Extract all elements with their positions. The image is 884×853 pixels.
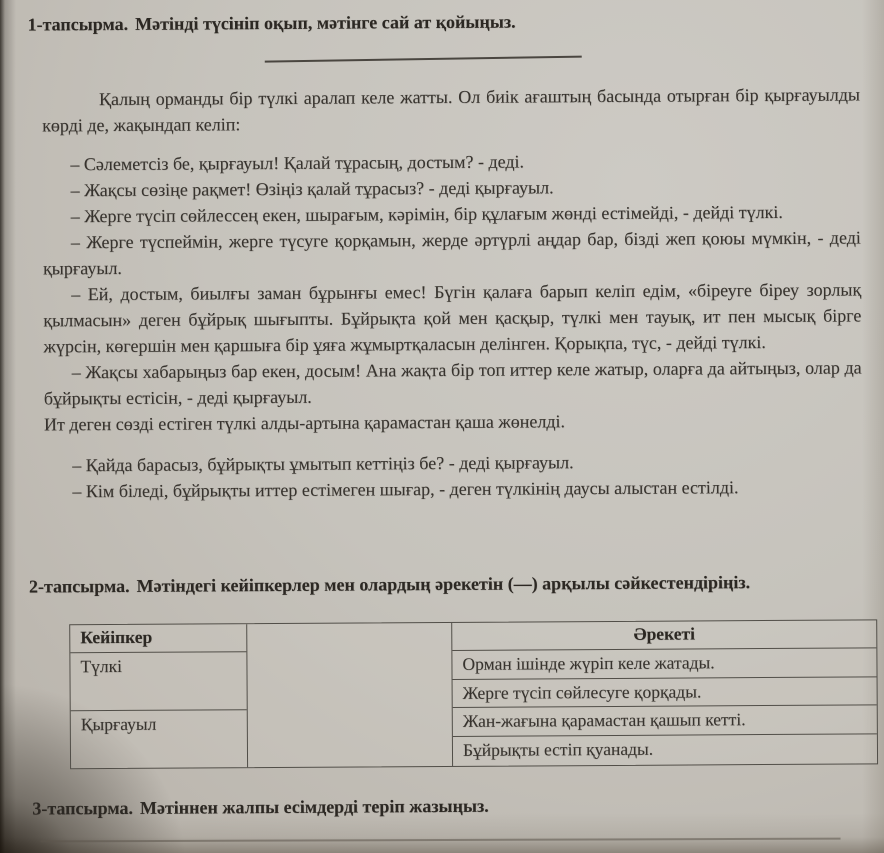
story-text (42, 81, 863, 504)
table-header-character: Кейіпкер (70, 624, 246, 653)
table-cell-character-fox: Түлкі (70, 652, 246, 711)
task1-instruction: Мәтінді түсініп оқып, мәтінге сай ат қойыңыз. (135, 11, 516, 34)
table-cell-action-3: Жан-жағына қарамастан қашып кетті. (453, 706, 877, 737)
dialogue-line-7: – Қайда барасыз, бұйрықты ұмытып кеттіңіз бе? - деді қырғауыл. (72, 452, 574, 476)
dialogue-line-8: – Кім біледі, бұйрықты иттер естімеген шығар, - деген түлкінің даусы алыстан естілді. (72, 477, 739, 502)
dialogue-line-3: – Жерге түсіп сөйлессең екен, шырағым, кәрімін, бір құлағым жөнді естімейді, - дейді түлкі. (70, 201, 783, 227)
task1-answer-line (265, 56, 582, 63)
table-header-action: Әрекеті (452, 620, 876, 650)
task3-heading (32, 796, 489, 820)
dialogue-line-5: – Ей, достым, биылғы заман бұрынғы емес! Бүгін қалаға барып келіп едім, «біреуге біреу зорлық қылмасын» деген бұйрық шығыпты. Бұйрықта қой мен қасқыр, түлкі мен тауық, ит пен мысық бірге жүрсін, көгершін мен қаршыға бір ұяға жұмыртқаласын делінген. Қорықпа, түс, - дейді түлкі. (43, 279, 862, 357)
table-cell-action-1: Орман ішінде жүріп келе жатады. (452, 648, 876, 679)
matching-table (69, 619, 878, 769)
task2-number: 2-тапсырма. (28, 575, 130, 597)
narration-line: Ит деген сөзді естіген түлкі алды-артына қарамастан қаша жөнелді. (43, 411, 566, 435)
table-action-column (452, 620, 877, 766)
task3-number: 3-тапсырма. (32, 797, 133, 819)
dialogue-line-6: – Жақсы хабарыңыз бар екен, досым! Ана жақта бір топ иттер келе жатыр, оларға да айтыңыз, олар да бұйрықты естісін, - деді қырғауыл. (43, 357, 862, 409)
table-cell-action-4: Бұйрықты естіп қуанады. (462, 738, 654, 761)
task1-number: 1-тапсырма. (27, 13, 129, 35)
dialogue-line-1: – Сәлеметсіз бе, қырғауыл! Қалай тұрасың, достым? - деді. (70, 151, 525, 175)
dialogue-line-4: – Жерге түспеймін, жерге түсуге қорқамын, жерде әртүрлі аңдар бар, бізді жеп қоюы мүмкін, - деді қырғауыл. (42, 227, 861, 279)
task3-instruction: Мәтіннен жалпы есімдерді теріп жазыңыз. (139, 795, 489, 818)
table-character-column (70, 624, 248, 768)
task3-answer-line (41, 838, 841, 842)
table-cell-character-pheasant: Қырғауыл (80, 713, 157, 735)
story-intro-paragraph: Қалың орманды бір түлкі аралап келе жатты. Ол биік ағаштың басында отырған бір қырғауылды көрді де, жақындап келіп: (42, 84, 861, 136)
task2-heading (29, 572, 750, 597)
task1-heading (27, 12, 515, 36)
task2-instruction: Мәтіндегі кейіпкерлер мен олардың әрекетін (—) арқылы сәйкестендіріңіз. (136, 572, 751, 596)
dialogue-line-2: – Жақсы сөзіңе рақмет! Өзіңіз қалай тұрасыз? - деді қырғауыл. (70, 177, 554, 201)
table-matching-column (247, 623, 453, 767)
table-cell-action-2: Жерге түсіп сөйлесуге қорқады. (453, 677, 877, 708)
